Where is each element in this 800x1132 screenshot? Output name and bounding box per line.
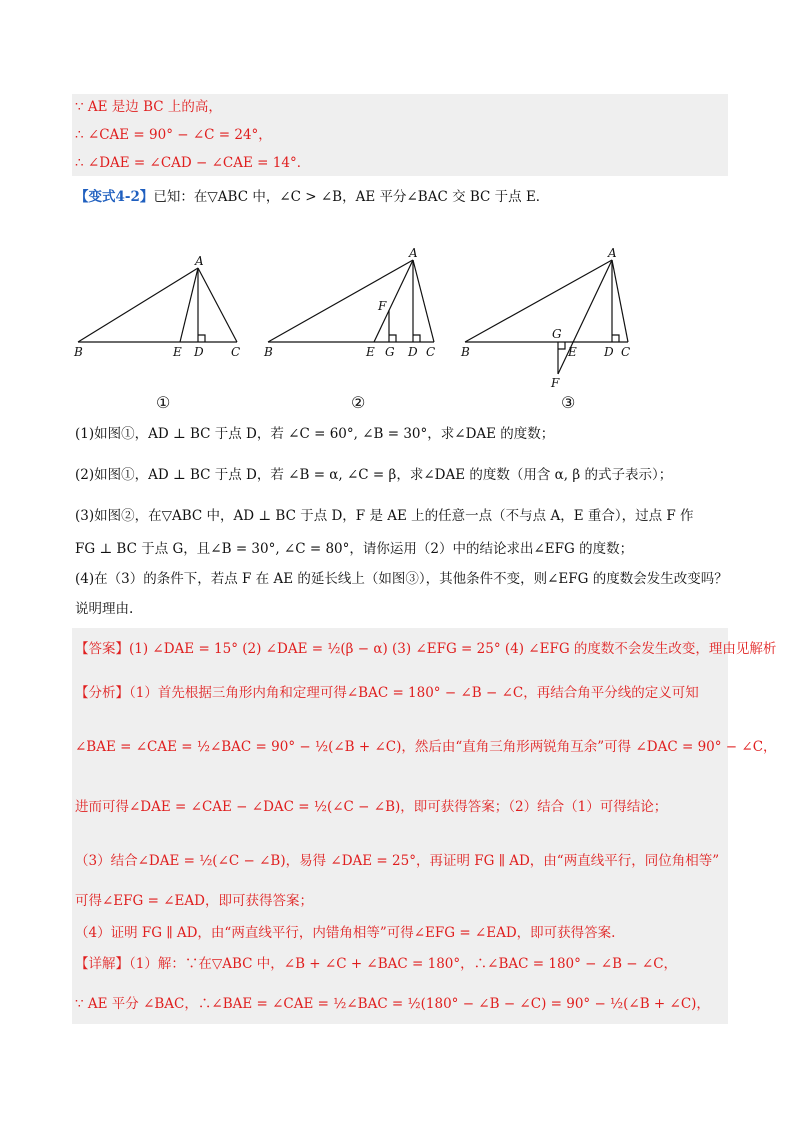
solution-line-3: ∴ ∠DAE = ∠CAD − ∠CAE = 14°．: [75, 155, 311, 171]
analysis-line-3: 进而可得∠DAE = ∠CAE − ∠DAC = ½(∠C − ∠B)，即可获得答案；（2）结合（1）可得结论；: [75, 799, 668, 815]
fig3-label-F: F: [551, 376, 560, 390]
question-2: (2)如图①，AD ⊥ BC 于点 D，若 ∠B = α, ∠C = β，求∠DAE 的度数（用含 α, β 的式子表示）；: [75, 467, 673, 483]
fig2-caption: ②: [351, 393, 366, 412]
fig1-label-E: E: [173, 345, 182, 359]
variant-text: 已知：在▽ABC 中，∠C > ∠B，AE 平分∠BAC 交 BC 于点 E．: [153, 189, 550, 205]
analysis-line-1: 【分析】（1）首先根据三角形内角和定理可得∠BAC = 180° − ∠B − ∠C，再结合角平分线的定义可知: [75, 685, 699, 701]
fig2-label-C: C: [426, 345, 436, 359]
fig2-label-G: G: [385, 345, 395, 359]
figures-svg: [0, 240, 800, 430]
figure-1: [78, 268, 237, 342]
solution-line-2: ∴ ∠CAE = 90° − ∠C = 24°，: [75, 127, 272, 143]
fig2-label-E: E: [366, 345, 375, 359]
fig3-label-C: C: [621, 345, 631, 359]
variant-tag: 【变式4-2】: [75, 189, 154, 205]
fig1-label-A: A: [195, 254, 204, 268]
question-3a: (3)如图②，在▽ABC 中，AD ⊥ BC 于点 D，F 是 AE 上的任意一点（不与点 A，E 重合），过点 F 作: [75, 508, 694, 524]
question-4: (4)在（3）的条件下，若点 F 在 AE 的延长线上（如图③），其他条件不变，则∠EFG 的度数会发生改变吗？: [75, 571, 728, 587]
fig2-label-B: B: [264, 345, 273, 359]
fig3-label-E: E: [568, 345, 577, 359]
analysis-line-6: （4）证明 FG ∥ AD，由“两直线平行，内错角相等”可得∠EFG = ∠EAD，即可获得答案.: [75, 925, 616, 941]
answer-line: 【答案】(1) ∠DAE = 15° (2) ∠DAE = ½(β − α) (3) ∠EFG = 25° (4) ∠EFG 的度数不会发生改变，理由见解析: [75, 641, 777, 657]
question-4-cont: 说明理由.: [75, 601, 134, 617]
fig3-label-A: A: [608, 246, 617, 260]
fig1-label-B: B: [74, 345, 83, 359]
question-1: (1)如图①，AD ⊥ BC 于点 D，若 ∠C = 60°, ∠B = 30°，求∠DAE 的度数；: [75, 426, 555, 442]
fig3-label-G: G: [552, 327, 562, 341]
fig1-caption: ①: [156, 393, 171, 412]
analysis-line-5: 可得∠EFG = ∠EAD，即可获得答案；: [75, 893, 313, 909]
fig2-label-D: D: [408, 345, 418, 359]
fig3-label-B: B: [461, 345, 470, 359]
detail-line-1: 【详解】（1）解：∵在▽ABC 中，∠B + ∠C + ∠BAC = 180°，∴∠BAC = 180° − ∠B − ∠C，: [75, 956, 678, 972]
fig1-label-D: D: [194, 345, 204, 359]
figure-2: [268, 260, 434, 342]
analysis-line-4: （3）结合∠DAE = ½(∠C − ∠B)，易得 ∠DAE = 25°，再证明 FG ∥ AD，由“两直线平行，同位角相等”: [75, 853, 720, 869]
solution-line-1: ∵ AE 是边 BC 上的高，: [75, 99, 222, 115]
fig2-label-A: A: [409, 246, 418, 260]
fig2-label-F: F: [378, 299, 387, 313]
question-3b: FG ⊥ BC 于点 G，且∠B = 30°, ∠C = 80°，请你运用（2）中的结论求出∠EFG 的度数；: [75, 541, 634, 557]
fig1-label-C: C: [231, 345, 241, 359]
analysis-line-2: ∠BAE = ∠CAE = ½∠BAC = 90° − ½(∠B + ∠C)，然后由“直角三角形两锐角互余”可得 ∠DAC = 90° − ∠C，: [75, 739, 777, 755]
fig3-label-D: D: [604, 345, 614, 359]
fig3-caption: ③: [561, 393, 576, 412]
detail-line-2: ∵ AE 平分 ∠BAC，∴∠BAE = ∠CAE = ½∠BAC = ½(180° − ∠B − ∠C) = 90° − ½(∠B + ∠C)，: [75, 996, 710, 1012]
variant-line: [75, 188, 549, 206]
